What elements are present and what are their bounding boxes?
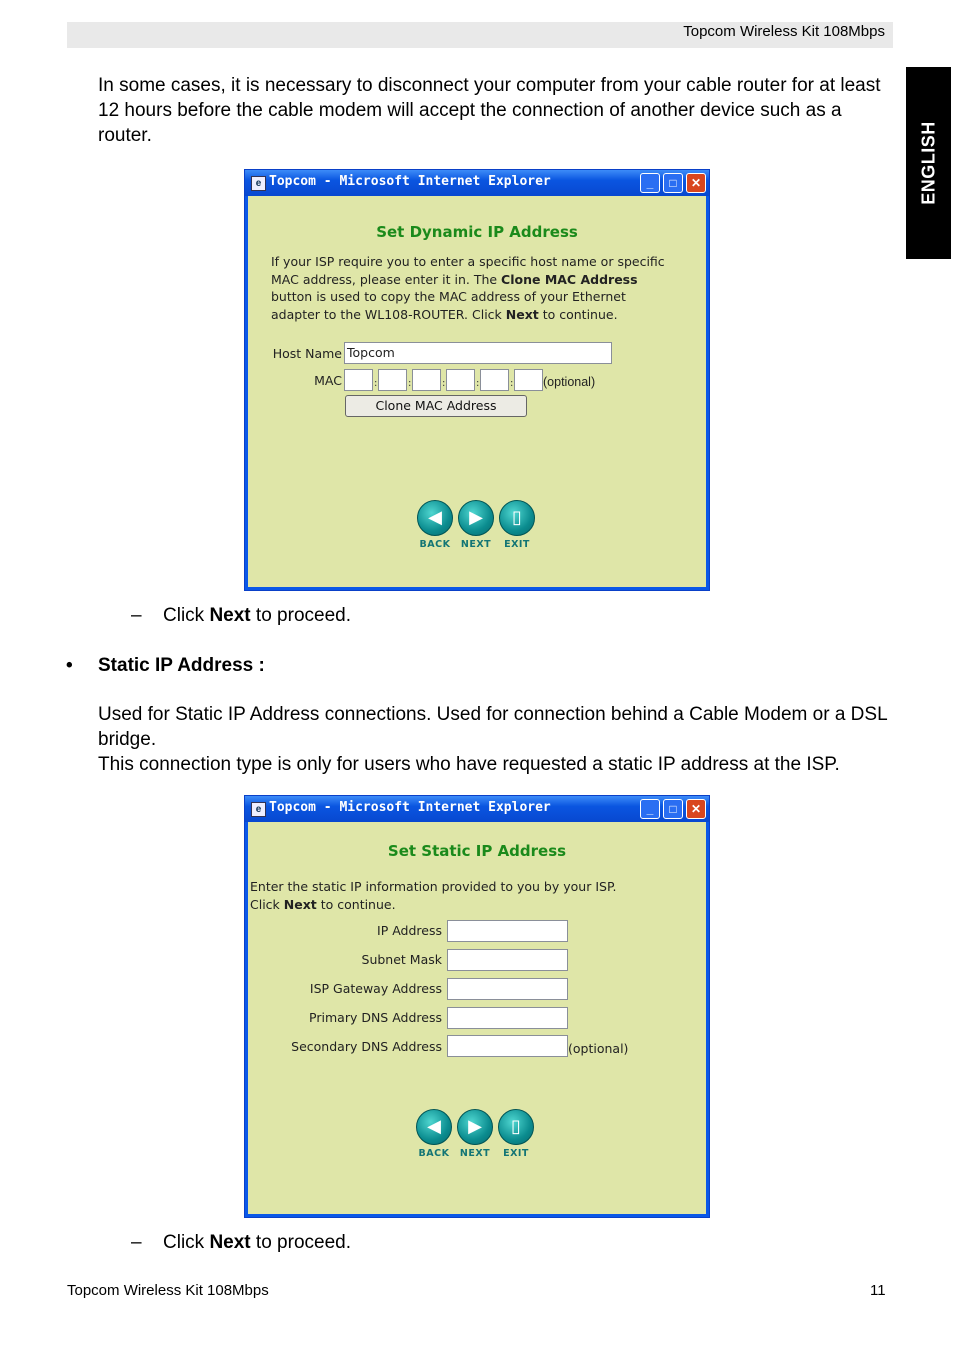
next-arrow-icon: ▶ bbox=[468, 1116, 482, 1137]
secondary-dns-optional-note: (optional) bbox=[568, 1041, 629, 1056]
ie-window-dynamic bbox=[244, 169, 710, 591]
back-label: BACK bbox=[419, 539, 451, 550]
host-name-input[interactable]: Topcom bbox=[344, 342, 612, 364]
secondary-dns-input[interactable] bbox=[447, 1035, 568, 1057]
language-tab-label: ENGLISH bbox=[918, 121, 938, 205]
mac-octet-3[interactable] bbox=[412, 369, 441, 391]
exit-door-icon: ▯ bbox=[512, 507, 522, 528]
header-title: Topcom Wireless Kit 108Mbps bbox=[683, 23, 885, 40]
exit-label: EXIT bbox=[503, 1148, 529, 1159]
static-ip-bullet: • Static IP Address : bbox=[66, 655, 265, 676]
primary-dns-input[interactable] bbox=[447, 1007, 568, 1029]
next-label: NEXT bbox=[459, 1148, 491, 1159]
gateway-address-input[interactable] bbox=[447, 978, 568, 1000]
dynamic-ip-description: If your ISP require you to enter a specific host name or specific MAC address, please enter it in. The Clone MAC Address button is used to copy the MAC address of your Ethernet adapter to the WL108-ROUTER. Click Next to continue. bbox=[271, 254, 665, 322]
mac-label: MAC bbox=[314, 373, 342, 388]
ie-page-icon: e bbox=[251, 176, 266, 191]
static-ip-description: Used for Static IP Address connections. Used for connection behind a Cable Modem or a DSL bridge. This connection type is only for users who have requested a static IP address at the ISP. bbox=[98, 704, 887, 775]
page-header bbox=[67, 22, 893, 48]
static-ip-heading: Set Static IP Address bbox=[387, 842, 567, 860]
subnet-mask-input[interactable] bbox=[447, 949, 568, 971]
window-title: Topcom - Microsoft Internet Explorer bbox=[269, 800, 551, 815]
window-titlebar bbox=[245, 170, 709, 196]
close-icon[interactable]: ✕ bbox=[686, 799, 706, 819]
window-titlebar bbox=[245, 796, 709, 822]
primary-dns-label: Primary DNS Address bbox=[309, 1010, 442, 1025]
exit-label: EXIT bbox=[504, 539, 530, 550]
gateway-address-label: ISP Gateway Address bbox=[309, 981, 442, 996]
step-proceed-1: – Click Next to proceed. bbox=[131, 605, 351, 626]
mac-octet-1[interactable] bbox=[344, 369, 373, 391]
close-icon[interactable]: ✕ bbox=[686, 173, 706, 193]
window-title: Topcom - Microsoft Internet Explorer bbox=[269, 174, 551, 189]
language-tab bbox=[906, 67, 951, 259]
window-content bbox=[248, 822, 706, 1214]
secondary-dns-label: Secondary DNS Address bbox=[291, 1039, 442, 1054]
intro-paragraph: In some cases, it is necessary to disconnect your computer from your cable router for at least 12 hours before the cable modem will accept the connection of another device such as a router. bbox=[98, 75, 881, 146]
back-label: BACK bbox=[418, 1148, 450, 1159]
exit-button[interactable] bbox=[499, 500, 535, 550]
host-name-label: Host Name bbox=[272, 346, 342, 361]
ie-page-icon: e bbox=[251, 802, 266, 817]
static-ip-instructions: Enter the static IP information provided to you by your ISP. Click Next to continue. bbox=[250, 879, 617, 912]
back-button[interactable] bbox=[417, 500, 453, 550]
back-arrow-icon: ◀ bbox=[428, 507, 442, 528]
next-arrow-icon: ▶ bbox=[469, 507, 483, 528]
dynamic-ip-heading: Set Dynamic IP Address bbox=[376, 223, 578, 241]
maximize-icon[interactable]: □ bbox=[663, 173, 683, 193]
ip-address-input[interactable] bbox=[447, 920, 568, 942]
step-proceed-2: – Click Next to proceed. bbox=[131, 1232, 351, 1253]
maximize-icon[interactable]: □ bbox=[663, 799, 683, 819]
next-button[interactable] bbox=[457, 1109, 493, 1159]
clone-mac-button[interactable]: Clone MAC Address bbox=[345, 395, 527, 417]
exit-button[interactable] bbox=[498, 1109, 534, 1159]
ip-address-label: IP Address bbox=[377, 923, 442, 938]
window-content: Set Dynamic IP Address If your ISP require you to enter a specific host name or specific MAC address, please enter it in. The Clone MAC Address button is used to copy the MAC address of your Ethernet adapter to the WL108-ROUTER. Click Next to continue. Host Name Topcom MAC : : : : : (optional) Clone MAC Address ◀ BACK ▶ NEXT ▯ EXIT bbox=[248, 196, 706, 587]
minimize-icon[interactable]: _ bbox=[640, 173, 660, 193]
subnet-mask-label: Subnet Mask bbox=[361, 952, 442, 967]
exit-door-icon: ▯ bbox=[511, 1116, 521, 1137]
page-number: 11 bbox=[870, 1282, 886, 1299]
mac-octet-4[interactable] bbox=[446, 369, 475, 391]
next-label: NEXT bbox=[460, 539, 492, 550]
ie-window-static bbox=[244, 795, 710, 1218]
mac-octet-2[interactable] bbox=[378, 369, 407, 391]
mac-octet-5[interactable] bbox=[480, 369, 509, 391]
minimize-icon[interactable]: _ bbox=[640, 799, 660, 819]
mac-optional-note: (optional) bbox=[543, 375, 596, 389]
back-button[interactable] bbox=[416, 1109, 452, 1159]
footer-title: Topcom Wireless Kit 108Mbps bbox=[67, 1282, 269, 1299]
back-arrow-icon: ◀ bbox=[427, 1116, 441, 1137]
next-button[interactable] bbox=[458, 500, 494, 550]
mac-octet-6[interactable] bbox=[514, 369, 543, 391]
